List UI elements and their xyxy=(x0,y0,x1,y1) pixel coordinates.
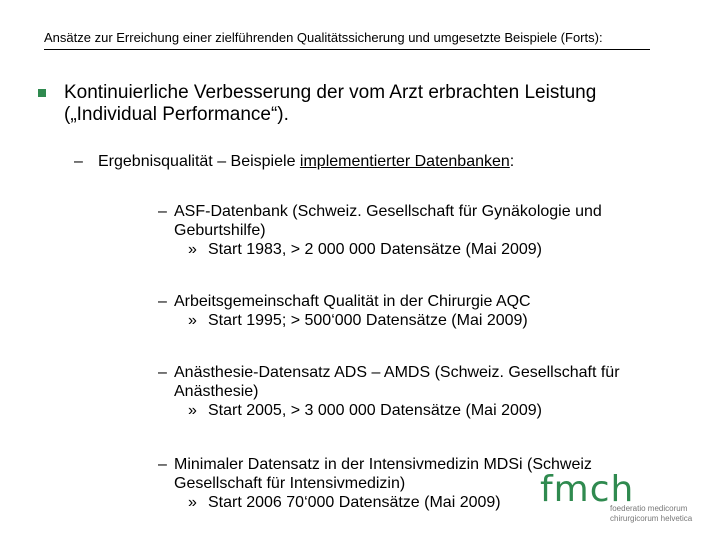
database-sub xyxy=(174,311,694,330)
database-sub xyxy=(174,240,694,259)
header-divider xyxy=(44,49,650,50)
dash-marker: – xyxy=(158,364,167,381)
database-line: Anästhesie) xyxy=(174,383,259,400)
database-line: Arbeitsgemeinschaft Qualität in der Chirurgie AQC xyxy=(174,293,531,310)
database-sub-text: Start 1983, > 2 000 000 Datensätze (Mai 2009) xyxy=(208,241,542,258)
database-line: ASF-Datenbank (Schweiz. Gesellschaft für Gynäkologie und xyxy=(174,203,602,220)
fmch-logo xyxy=(540,470,710,530)
fmch-tagline-1: foederatio medicorum xyxy=(610,504,688,513)
raquo-marker: » xyxy=(188,494,197,511)
raquo-marker: » xyxy=(188,402,197,419)
bullet-level2-prefix: Ergebnisqualität – Beispiele xyxy=(98,153,300,170)
database-sub-text: Start 2005, > 3 000 000 Datensätze (Mai 2009) xyxy=(208,402,542,419)
square-bullet-icon xyxy=(38,89,46,97)
bullet-level2-text xyxy=(98,152,514,172)
database-sub-text: Start 1995; > 500‘000 Datensätze (Mai 2009) xyxy=(208,312,528,329)
dash-marker: – xyxy=(74,153,83,170)
database-line: Gesellschaft für Intensivmedizin) xyxy=(174,475,406,492)
fmch-wordmark: fmch xyxy=(540,469,635,510)
raquo-marker: » xyxy=(188,312,197,329)
database-line: Geburtshilfe) xyxy=(174,222,266,239)
database-item-text xyxy=(174,202,694,259)
database-item-text xyxy=(174,292,694,330)
database-sub-text: Start 2006 70‘000 Datensätze (Mai 2009) xyxy=(208,494,501,511)
database-line: Minimaler Datensatz in der Intensivmedizin MDSi (Schweiz xyxy=(174,456,592,473)
raquo-marker: » xyxy=(188,241,197,258)
bullet-level2-suffix: : xyxy=(509,153,515,170)
header-title: Ansätze zur Erreichung einer zielführenden Qualitätssicherung und umgesetzte Beispiele (Forts): xyxy=(44,30,603,45)
bullet-level1-line1: Kontinuierliche Verbesserung der vom Arzt erbrachten Leistung xyxy=(64,82,597,103)
dash-marker: – xyxy=(158,203,167,220)
bullet-level1-line2: („Individual Performance“). xyxy=(64,104,289,125)
database-line: Anästhesie-Datensatz ADS – AMDS (Schweiz. Gesellschaft für xyxy=(174,364,620,381)
bullet-level1-text xyxy=(64,82,684,126)
database-sub xyxy=(174,401,694,420)
dash-marker: – xyxy=(158,293,167,310)
fmch-tagline-2: chirurgicorum helvetica xyxy=(610,514,693,523)
dash-marker: – xyxy=(158,456,167,473)
bullet-level2-underlined: implementierter Datenbanken xyxy=(299,153,510,170)
database-item-text xyxy=(174,363,694,420)
